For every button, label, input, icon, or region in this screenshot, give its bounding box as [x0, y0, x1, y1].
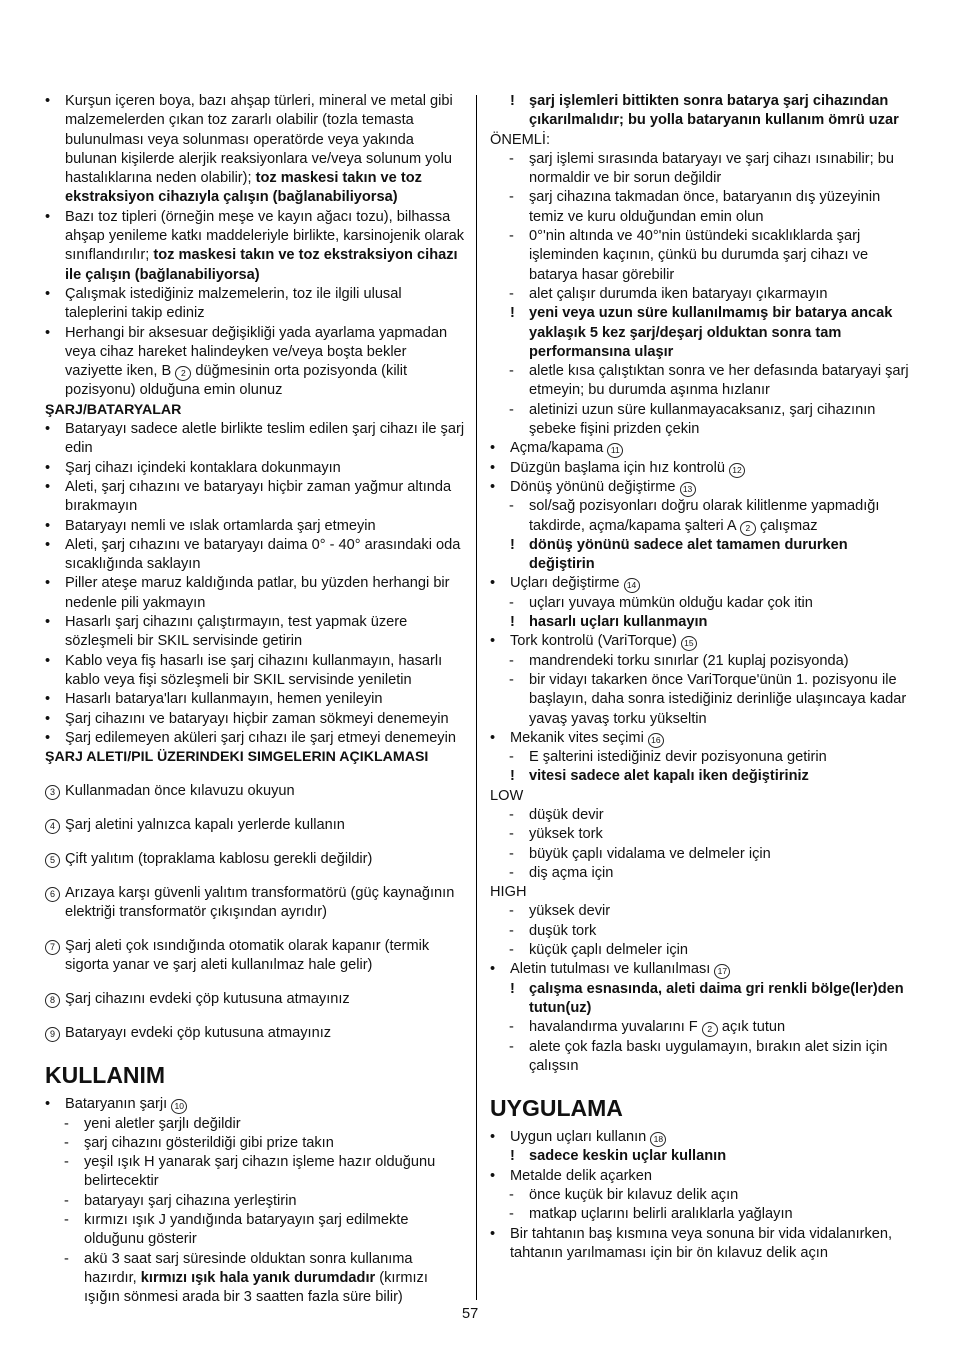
- onoff-bullet: • Açma/kapama 11: [490, 439, 910, 458]
- important-step: - şarj işlemi sırasında bataryayı ve şarj cihazı ısınabilir; bu normaldir ve bir sorun değildir: [509, 150, 894, 187]
- symbol-item: 8 Şarj cihazını evdeki çöp kutusuna atmayınız: [45, 990, 465, 1009]
- high-step: - küçük çaplı delmeler için: [509, 942, 688, 959]
- charger-bullet: • Bataryayı nemli ve ıslak ortamlarda şarj etmeyin: [45, 517, 376, 534]
- warning-item: ! dönüş yönünü sadece alet tamamen dururken değiştirin: [510, 536, 848, 573]
- bits-step: - uçları yuvaya mümkün olduğu kadar çok itin: [509, 594, 813, 611]
- direction-bullet: • Dönüş yönünü değiştirme 13: [490, 478, 910, 497]
- accessory-bullet: • Herhangi bir aksesuar değişikliği yada ayarlama yapmadan veya cihaz hareket halindeyken ve/veya boşta bekler vaziyette iken, B 2 düğmesinin orta pozisyonda (kilit pozisyonu) olduğuna emin olunuz: [45, 324, 448, 399]
- safety-bullet: • Bazı toz tipleri (örneğin meşe ve kayın ağacı tozu), bilhassa ahşap yenileme katkı maddeleriyle birlikte, karsinojenik olarak sınıflandırılır; toz maskesi takın ve toz ekstraksiyon cihazı ile çalışın (bağlanabiliyorsa): [45, 208, 465, 283]
- ref-number-icon: 10: [171, 1099, 187, 1114]
- important-step: - alet çalışır durumda iken bataryayı çıkarmayın: [509, 285, 828, 302]
- high-step: - yüksek devir: [509, 903, 611, 920]
- charger-bullet: • Aleti, şarj cıhazını ve bataryayı hiçbir zaman yağmur altında bırakmayın: [45, 478, 452, 515]
- ref-number-icon: 9: [45, 1027, 60, 1042]
- ref-number-icon: 15: [681, 636, 697, 651]
- perf-step: - aletinizi uzun süre kullanmayacaksanız, şarj cihazının şebeke fişini prizden çekin: [509, 401, 876, 438]
- ref-number-icon: 16: [648, 733, 664, 748]
- ref-number-icon: 13: [680, 482, 696, 497]
- ref-number-icon: 2: [702, 1022, 718, 1037]
- warning-item: ! hasarlı uçları kullanmayın: [510, 614, 708, 631]
- battery-step: - bataryayı şarj cihazına yerleştirin: [64, 1192, 297, 1209]
- ref-number-icon: 7: [45, 940, 60, 955]
- hold-step: - havalandırma yuvalarını F 2 açık tutun: [509, 1019, 786, 1036]
- page-number: 57: [462, 1306, 479, 1322]
- hold-step: - alete çok fazla baskı uygulamayın, bırakın alet sizin için çalışsın: [509, 1038, 888, 1074]
- perf-step: - aletle kısa çalıştıktan sonra ve her defasında bataryayi şarj etmeyin; bu durumda aşınma hızlanır: [509, 363, 909, 399]
- symbols-heading: ŞARJ ALETI/PIL ÜZERINDEKI SIMGELERIN AÇIKLAMASI: [45, 749, 429, 766]
- ref-number-icon: 8: [45, 993, 60, 1008]
- ref-number-icon: 18: [650, 1132, 666, 1147]
- bits-bullet: • Uçları değiştirme 14: [490, 574, 910, 593]
- charger-bullet: • Piller ateşe maruz kaldığında patlar, bu yüzden herhangi bir nedenle pili yakmayın: [45, 575, 450, 611]
- battery-step: - kırmızı ışık J yandığında bataryayın şarj edilmekte olduğunu gösterir: [64, 1212, 409, 1248]
- ref-number-icon: 17: [714, 964, 730, 979]
- warning-item: ! yeni veya uzun süre kullanılmamış bir batarya ancak yaklaşık 5 kez şarj/deşarj olduktan sonra tam performansına ulaşır: [510, 305, 893, 360]
- safety-bullet: • Kurşun içeren boya, bazı ahşap türleri, mineral ve metal gibi malzemelerden çıkan toz zararlı olabilir (tozla temasta bulunulması veya solunması operatörde veya yakında bulunan kişilerde alerjik reaksiyonlara ve/veya solunum yolu hastalıklarına neden olabilir); toz maskesi takın ve toz ekstraksiyon cihazıyla çalışın (bağlanabiliyorsa): [45, 93, 453, 206]
- ref-number-icon: 4: [45, 819, 60, 834]
- battery-step: - akü 3 saat sarj süresinde olduktan sonra kullanıma hazırdır, kırmızı ışık hala yanık durumdadır (kırmızı ışığın sönmesi arada bir 3 saatten fazla süre bilir): [64, 1250, 428, 1306]
- gear-step: - E şalterini istediğiniz devir pozisyonuna getirin: [509, 749, 827, 766]
- charger-bullet: • Hasarlı şarj cihazını çalıştırmayın, test yapmak üzere sözleşmeli bir SKIL servisinde getirin: [45, 614, 408, 650]
- low-label: LOW: [490, 787, 524, 804]
- ref-number-icon: 11: [607, 443, 623, 458]
- warning-item: ! şarj işlemleri bittikten sonra batarya şarj cihazından çıkarılmalıdır; bu yolla bataryanın kullanım ömrü uzar: [510, 93, 899, 129]
- usage-heading: KULLANIM: [45, 1062, 166, 1089]
- ref-number-icon: 5: [45, 853, 60, 868]
- charger-bullet: • Bataryayı sadece aletle birlikte teslim edilen şarj cihazı ile şarj edin: [45, 421, 465, 457]
- symbol-item: 5 Çift yalıtım (topraklama kablosu gerekli değildir): [45, 850, 465, 869]
- symbol-item: 7 Şarj aleti çok ısındığında otomatik olarak kapanır (termik sigorta yanar ve şarj aleti kullanılmaz hale gelir): [45, 937, 465, 976]
- charger-bullet: • Kablo veya fiş hasarlı ise şarj cihazını kullanmayın, hasarlı kablo veya fişi sözleşmeli bir SKIL servisinde yeniletin: [45, 652, 443, 688]
- ref-number-icon: 6: [45, 887, 60, 902]
- hold-bullet: • Aletin tutulması ve kullanılması 17: [490, 960, 910, 979]
- application-heading: UYGULAMA: [490, 1095, 623, 1122]
- torque-step: - mandrendeki torku sınırlar (21 kuplaj pozisyonda): [509, 652, 849, 669]
- right-column: [490, 92, 910, 1263]
- important-step: - 0°'nin altında ve 40°'nin üstündeki sıcaklıklarda şarj işleminden kaçının, çünkü bu durumda şarj cihazı ve batarya hasar görebilir: [509, 228, 869, 283]
- ref-number-icon: 12: [729, 463, 745, 478]
- torque-bullet: • Tork kontrolü (VariTorque) 15: [490, 632, 910, 651]
- metal-step: - önce kuçük bir kılavuz delik açın: [509, 1187, 739, 1204]
- ref-number-icon: 2: [175, 366, 191, 381]
- high-label: HIGH: [490, 884, 527, 901]
- metal-step: - matkap uçlarını belirli aralıklarla yağlayın: [509, 1206, 793, 1223]
- symbol-item: 9 Bataryayı evdeki çöp kutusuna atmayınız: [45, 1024, 465, 1043]
- wood-bullet: • Bir tahtanın baş kısmına veya sonuna bir vida vidalanırken, tahtanın yarılmaması için bir ön kılavuz delik açın: [490, 1225, 893, 1261]
- battery-step: - şarj cihazını gösterildiği gibi prize takın: [64, 1134, 334, 1151]
- warning-item: ! çalışma esnasında, aleti daima gri renkli bölge(ler)den tutun(uz): [510, 980, 904, 1016]
- symbol-item: 4 Şarj aletini yalnızca kapalı yerlerde kullanın: [45, 816, 465, 835]
- warning-item: ! sadece keskin uçlar kullanın: [510, 1148, 727, 1165]
- important-label: ÖNEMLİ:: [490, 131, 551, 148]
- ref-number-icon: 14: [624, 578, 640, 593]
- battery-charge-bullet: • Bataryanın şarjı 10: [45, 1095, 465, 1114]
- symbol-item: 3 Kullanmadan önce kılavuzu okuyun: [45, 782, 465, 801]
- charger-bullet: • Aleti, şarj cıhazını ve bataryayı daima 0° - 40° arasındaki oda sıcaklığında saklayın: [45, 536, 461, 573]
- left-column: [45, 92, 465, 1307]
- low-step: - yüksek tork: [509, 826, 603, 843]
- gear-bullet: • Mekanik vites seçimi 16: [490, 729, 910, 748]
- speed-bullet: • Düzgün başlama için hız kontrolü 12: [490, 459, 910, 478]
- charger-bullet: • Şarj cihazı içindeki kontaklara dokunmayın: [45, 459, 341, 476]
- charger-bullet: • Şarj edilemeyen aküleri şarj cıhazı ile şarj etmeyi denemeyin: [45, 729, 456, 746]
- suitable-bullet: • Uygun uçları kullanın 18: [490, 1128, 910, 1147]
- metal-bullet: • Metalde delik açarken: [490, 1167, 652, 1184]
- column-divider: [476, 95, 477, 1300]
- warning-item: ! vitesi sadece alet kapalı iken değiştiriniz: [510, 768, 809, 785]
- battery-step: - yeşil ışık H yanarak şarj cihazın işleme hazır olduğunu belirtecektir: [64, 1154, 436, 1190]
- important-step: - şarj cihazına takmadan önce, bataryanın dış yüzeyinin temiz ve kuru olduğundan emin olun: [509, 189, 881, 225]
- safety-bullet: • Çalışmak istediğiniz malzemelerin, toz ile ilgili ulusal taleplerini takip ediniz: [45, 285, 402, 322]
- low-step: - düşük devir: [509, 806, 604, 823]
- symbol-item: 6 Arızaya karşı güvenli yalıtım transformatörü (güç kaynağının elektriği transformatör çıkışından ayrıdır): [45, 884, 465, 923]
- low-step: - diş açma için: [509, 864, 614, 881]
- direction-step: - sol/sağ pozisyonları doğru olarak kilitlenme yapmadığı takdirde, açma/kapama şalteri A 2 çalışmaz: [509, 498, 880, 534]
- ref-number-icon: 2: [740, 521, 756, 536]
- charger-heading: ŞARJ/BATARYALAR: [45, 401, 182, 418]
- ref-number-icon: 3: [45, 785, 60, 800]
- charger-bullet: • Hasarlı batarya'ları kullanmayın, hemen yenileyin: [45, 691, 383, 708]
- battery-step: - yeni aletler şarjlı değildir: [64, 1115, 241, 1132]
- high-step: - duşük tork: [509, 922, 597, 939]
- low-step: - büyük çaplı vidalama ve delmeler için: [509, 845, 771, 862]
- charger-bullet: • Şarj cihazını ve bataryayı hiçbir zaman sökmeyi denemeyin: [45, 710, 449, 727]
- torque-step: - bir vidayı takarken önce VariTorque'ünün 1. pozisyonu ile başlayın, daha sonra istediğiniz derinliğe ulaşıncaya kadar yavaş yavaş torku yükseltin: [509, 671, 907, 727]
